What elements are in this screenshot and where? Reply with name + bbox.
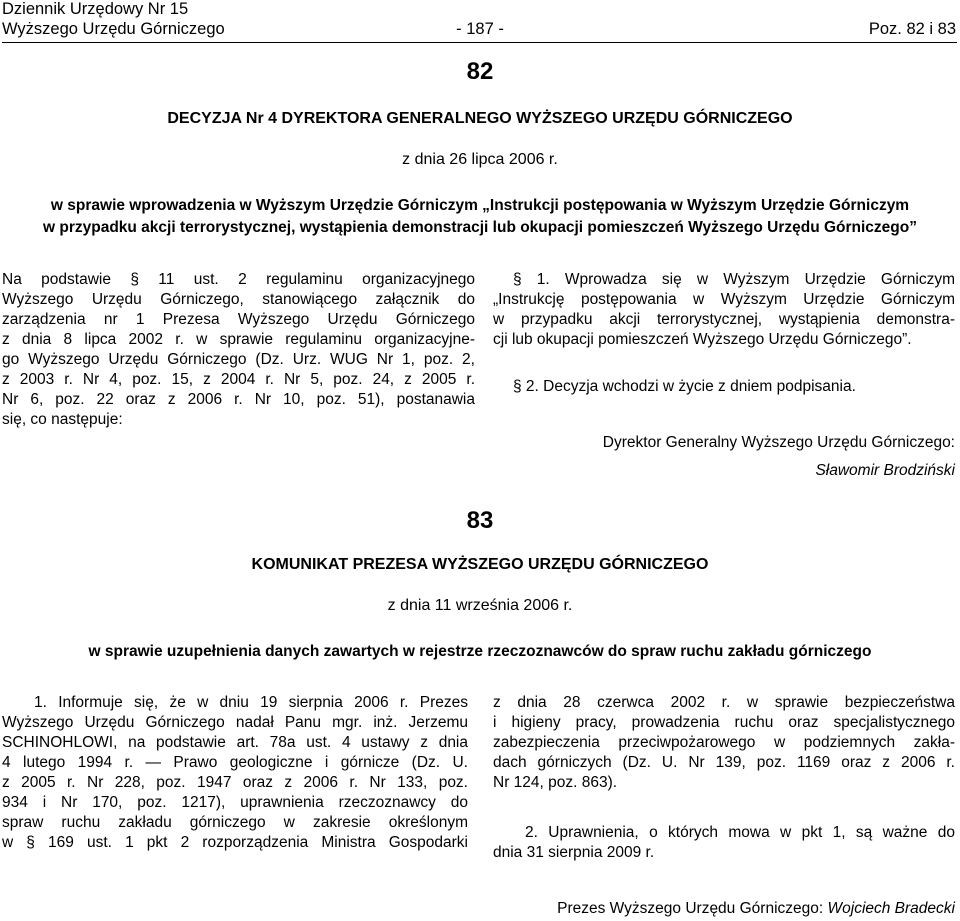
text-line: z 2003 r. Nr 4, poz. 15, z 2004 r. Nr 5, poz. 24, z 2005 r. <box>2 371 475 388</box>
doc83-signer-name: Wojciech Bradecki <box>827 900 955 917</box>
doc83-title: KOMUNIKAT PREZESA WYŻSZEGO URZĘDU GÓRNICZEGO <box>251 556 709 573</box>
doc82-subject <box>0 195 960 239</box>
doc82-signer-name: Sławomir Brodziński <box>815 462 955 479</box>
doc82-title: DECYZJA Nr 4 DYREKTORA GENERALNEGO WYŻSZEGO URZĘDU GÓRNICZEGO <box>167 110 793 127</box>
page-number: - 187 - <box>456 20 504 38</box>
text-line: 934 i Nr 170, poz. 1217), uprawnienia rzeczoznawcy do <box>2 794 468 811</box>
text-line: w § 169 ust. 1 pkt 2 rozporządzenia Ministra Gospodarki <box>2 834 468 851</box>
doc82-signer-title: Dyrektor Generalny Wyższego Urzędu Górniczego: <box>602 434 955 451</box>
doc82-subject-line: w sprawie wprowadzenia w Wyższym Urzędzie Górniczym „Instrukcji postępowania w Wyższym Urzędzie Górniczym <box>50 197 910 214</box>
text-line: SCHINOHLOWI, na podstawie art. 78a ust. 4 ustawy z dnia <box>2 734 468 751</box>
text-line: 2. Uprawnienia, o których mowa w pkt 1, są ważne do <box>525 824 955 841</box>
text-line: w przypadku akcji terrorystycznej, wystąpienia demonstra- <box>493 311 955 328</box>
doc82-paragraph-2: § 2. Decyzja wchodzi w życie z dniem podpisania. <box>513 378 856 395</box>
doc82-subject-line: w przypadku akcji terrorystycznej, wystąpienia demonstracji lub okupacji pomieszczeń Wyższego Urzędu Górniczego” <box>43 219 917 236</box>
text-line: spraw ruchu zakładu górniczego w zakresie określonym <box>2 814 468 831</box>
doc83-subject: w sprawie uzupełnienia danych zawartych w rejestrze rzeczoznawców do spraw ruchu zakładu górniczego <box>88 643 872 660</box>
doc82-number: 82 <box>466 58 494 85</box>
text-line: Wyższego Urzędu Górniczego, stanowiącego załącznik do <box>2 291 475 308</box>
doc82-right-column <box>493 270 955 350</box>
text-line: z dnia 28 czerwca 2002 r. w sprawie bezpieczeństwa <box>493 694 955 711</box>
text-line: z dnia 8 lipca 2002 r. w sprawie regulaminu organizacyjne- <box>2 331 475 348</box>
doc83-signature <box>360 899 955 919</box>
text-line: Na podstawie § 11 ust. 2 regulaminu organizacyjnego <box>2 271 475 288</box>
text-line: „Instrukcję postępowania w Wyższym Urzędzie Górniczym <box>493 291 955 308</box>
doc83-date: z dnia 11 września 2006 r. <box>387 597 573 614</box>
header-divider <box>2 42 957 43</box>
text-line: § 1. Wprowadza się w Wyższym Urzędzie Górniczym <box>513 271 955 288</box>
doc82-left-column <box>2 270 475 430</box>
text-line: Nr 124, poz. 863). <box>493 774 618 791</box>
text-line: zarządzenia nr 1 Prezesa Wyższego Urzędu Górniczego <box>2 311 475 328</box>
text-line: cji lub okupacji pomieszczeń Wyższego Urzędu Górniczego”. <box>493 331 912 348</box>
text-line: Nr 6, poz. 22 oraz z 2006 r. Nr 10, poz. 51), postanawia <box>2 391 475 408</box>
journal-name-line1: Dziennik Urzędowy Nr 15 <box>2 0 189 18</box>
journal-name-line2: Wyższego Urzędu Górniczego <box>2 20 225 38</box>
text-line: 4 lutego 1994 r. — Prawo geologiczne i górnicze (Dz. U. <box>2 754 468 771</box>
doc83-right-column <box>493 693 955 793</box>
doc83-left-column <box>2 693 468 853</box>
doc82-date: z dnia 26 lipca 2006 r. <box>402 151 558 168</box>
doc83-number: 83 <box>466 507 494 534</box>
doc83-paragraph-2 <box>493 823 955 863</box>
text-line: dnia 31 sierpnia 2009 r. <box>493 844 655 861</box>
text-line: Wyższego Urzędu Górniczego nadał Panu mgr. inż. Jerzemu <box>2 714 468 731</box>
text-line: go Wyższego Urzędu Górniczego (Dz. Urz. WUG Nr 1, poz. 2, <box>2 351 475 368</box>
doc83-signer-title: Prezes Wyższego Urzędu Górniczego: <box>557 900 824 917</box>
text-line: dach górniczych (Dz. U. Nr 139, poz. 1169 oraz z 2006 r. <box>493 754 955 771</box>
text-line: zabezpieczenia przeciwpożarowego w podziemnych zakła- <box>493 734 955 751</box>
position-reference: Poz. 82 i 83 <box>868 20 956 38</box>
text-line: i higieny pracy, prowadzenia ruchu oraz specjalistycznego <box>493 714 955 731</box>
text-line: z 2005 r. Nr 228, poz. 1947 oraz z 2006 r. Nr 133, poz. <box>2 774 468 791</box>
text-line: 1. Informuje się, że w dniu 19 sierpnia 2006 r. Prezes <box>34 694 468 711</box>
text-line: się, co następuje: <box>2 411 123 428</box>
